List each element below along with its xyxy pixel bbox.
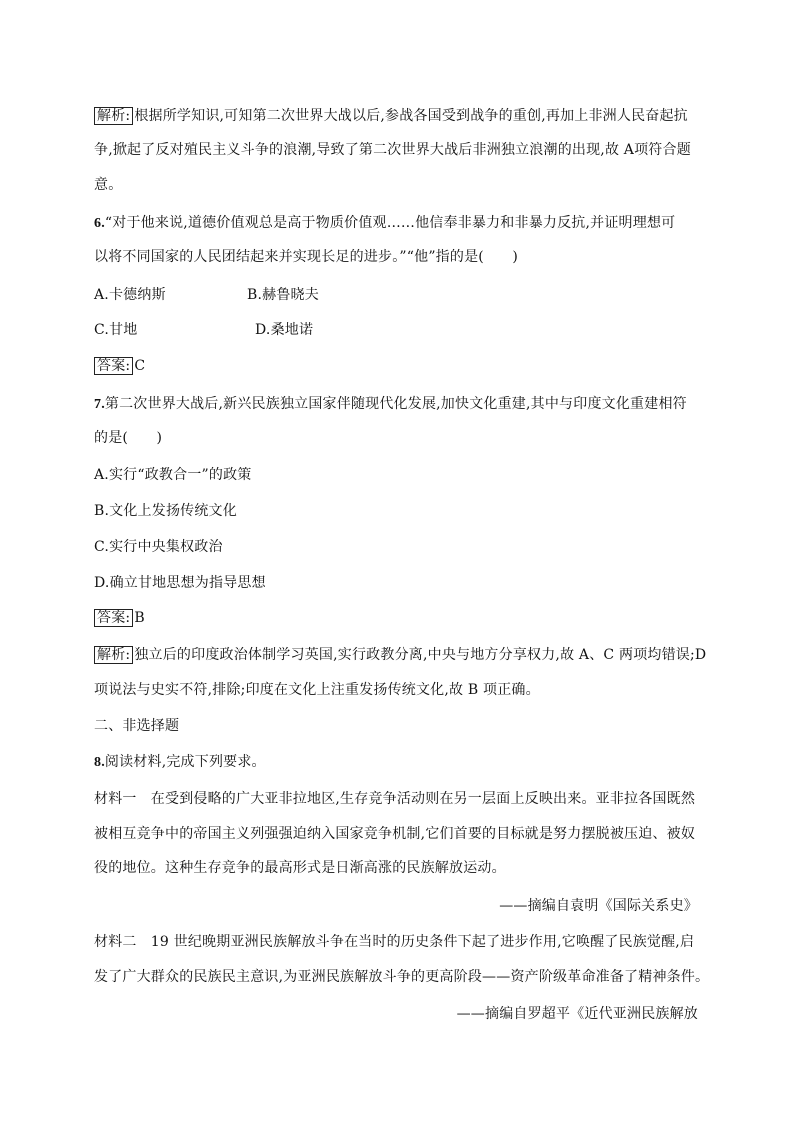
q7-analysis-line-2: 项说法与史实不符,排除;印度在文化上注重发扬传统文化,故 B 项正确。 — [94, 682, 540, 698]
answer-tag: 答案: — [94, 357, 133, 375]
question-number: 6. — [94, 216, 105, 231]
q7-stem-line-1: 7.第二次世界大战后,新兴民族独立国家伴随现代化发展,加快文化重建,其中与印度文化重建相符 — [94, 396, 687, 412]
answer-tag: 答案: — [94, 609, 133, 627]
q6-option-c: C.甘地 — [94, 322, 138, 338]
question-number: 8. — [94, 755, 105, 770]
q8-material1-line-1: 材料一 在受到侵略的广大亚非拉地区,生存竞争活动则在另一层面上反映出来。亚非拉各国既然 — [94, 791, 696, 807]
q7-option-b: B.文化上发扬传统文化 — [94, 503, 237, 519]
q7-option-c: C.实行中央集权政治 — [94, 539, 223, 555]
q6-stem-line-1: 6.“对于他来说,道德价值观总是高于物质价值观……他信奉非暴力和非暴力反抗,并证明理想可 — [94, 215, 676, 231]
q8-material2-source: ——摘编自罗超平《近代亚洲民族解放 — [456, 1006, 698, 1022]
q8-stem: 8.阅读材料,完成下列要求。 — [94, 754, 266, 770]
question-number: 7. — [94, 397, 105, 412]
q7-analysis-line-1: 解析: 独立后的印度政治体制学习英国,实行政教分离,中央与地方分享权力,故 A、C 两项均错误;D — [94, 645, 706, 665]
q7-option-d: D.确立甘地思想为指导思想 — [94, 575, 266, 591]
q7-answer: 答案: B — [94, 608, 145, 628]
q8-material2-line-1: 材料二 19 世纪晚期亚洲民族解放斗争在当时的历史条件下起了进步作用,它唤醒了民族觉醒,启 — [94, 934, 695, 950]
section-title: 二、非选择题 — [94, 718, 180, 734]
q6-option-d: D.桑地诺 — [255, 322, 314, 338]
q5-analysis-line-3: 意。 — [94, 177, 123, 193]
q6-option-b: B.赫鲁晓夫 — [247, 287, 319, 303]
q6-answer: 答案: C — [94, 356, 145, 376]
q7-option-a: A.实行“政教合一”的政策 — [94, 467, 252, 483]
analysis-tag: 解析: — [94, 646, 133, 664]
q6-stem-line-2: 以将不同国家的人民团结起来并实现长足的进步。”“他”指的是( ) — [94, 249, 518, 265]
analysis-tag: 解析: — [94, 107, 133, 125]
q7-stem-line-2: 的是( ) — [94, 430, 163, 446]
q6-option-a: A.卡德纳斯 — [94, 287, 166, 303]
q5-analysis-line-1: 解析: 根据所学知识,可知第二次世界大战以后,参战各国受到战争的重创,再加上非洲人民奋起抗 — [94, 106, 688, 126]
q5-analysis-line-2: 争,掀起了反对殖民主义斗争的浪潮,导致了第二次世界大战后非洲独立浪潮的出现,故 A项符合题 — [94, 142, 691, 158]
q8-material1-line-2: 被相互竞争中的帝国主义列强强迫纳入国家竞争机制,它们首要的目标就是努力摆脱被压迫、被奴 — [94, 826, 696, 842]
q8-material1-line-3: 役的地位。这种生存竞争的最高形式是日渐高涨的民族解放运动。 — [94, 860, 506, 876]
q8-material2-line-2: 发了广大群众的民族民主意识,为亚洲民族解放斗争的更高阶段——资产阶级革命准备了精神条件。 — [94, 969, 710, 985]
q8-material1-source: ——摘编自袁明《国际关系史》 — [499, 898, 698, 914]
